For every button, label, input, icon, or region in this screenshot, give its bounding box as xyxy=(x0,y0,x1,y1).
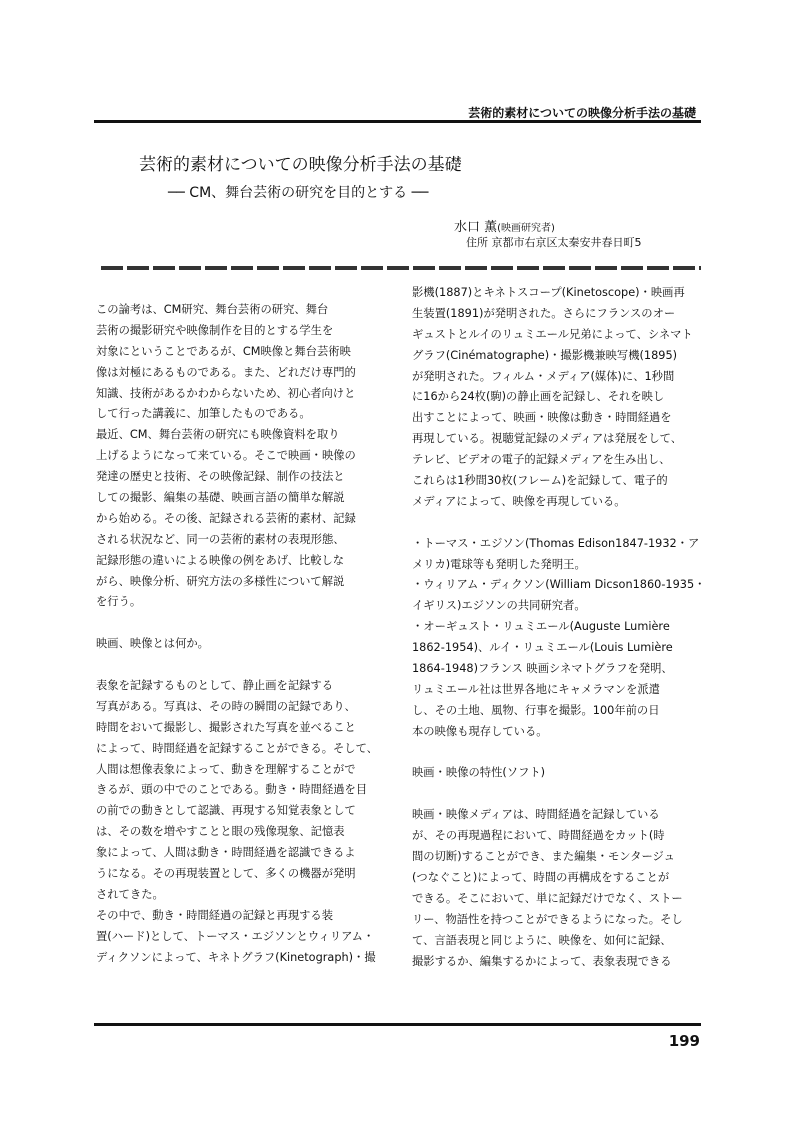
left-column-line: ディクソンによって、キネトグラフ(Kinetograph)・撮 xyxy=(96,950,376,964)
right-column-line: グラフ(Cinématographe)・撮影機兼映写機(1895) xyxy=(412,348,678,362)
left-column-line: 象によって、人間は動き・時間経過を認識できるよ xyxy=(96,846,356,860)
left-column-line: その中で、動き・時間経過の記録と再現する装 xyxy=(96,908,334,922)
right-column-line: リュミエール社は世界各地にキャメラマンを派遣 xyxy=(412,682,660,696)
left-column-line: 知識、技術があるかわからないため、初心者向けと xyxy=(96,386,356,400)
right-column-line: リー、物語性を持つことができるようになった。そし xyxy=(412,912,683,926)
right-column-line: イギリス)エジソンの共同研究者。 xyxy=(412,599,586,613)
footer-rule xyxy=(94,1023,701,1026)
article-subtitle: ── CM、舞台芸術の研究を目的とする ── xyxy=(168,185,429,201)
right-column-line: これらは1秒間30枚(フレーム)を記録して、電子的 xyxy=(412,474,668,488)
right-column-line: 1862-1954)、ルイ・リュミエール(Louis Lumière xyxy=(412,641,673,655)
left-column-line: 記録形態の違いによる映像の例をあげ、比較しな xyxy=(96,553,345,567)
right-column-line: メリカ)電球等も発明した発明王。 xyxy=(412,557,586,571)
left-column-line xyxy=(96,655,388,676)
right-column-line: 再現している。視聴覚記録のメディアは発展をして、 xyxy=(412,432,682,446)
right-column-line: 撮影するか、編集するかによって、表象表現できる xyxy=(412,954,672,968)
right-column-line: て、言語表現と同じように、映像を、如何に記録、 xyxy=(412,933,672,947)
right-column-line: ・トーマス・エジソン(Thomas Edison1847-1932・ア xyxy=(412,536,700,550)
right-column-line: 映画・映像メディアは、時間経過を記録している xyxy=(412,808,660,822)
author-address: 住所 京都市右京区太秦安井春日町5 xyxy=(466,236,642,249)
left-column-line: 芸術の撮影研究や映像制作を目的とする学生を xyxy=(96,323,334,337)
right-column-line: ・オーギュスト・リュミエール(Auguste Lumière xyxy=(412,620,670,634)
left-column-line: される状況など、同一の芸術的素材の表現形態、 xyxy=(96,532,345,546)
left-column-line: によって、時間経過を記録することができる。そして、 xyxy=(96,741,378,755)
section-divider xyxy=(101,266,701,270)
author-name: 水口 薫 xyxy=(454,220,498,235)
left-column-line: 時間をおいて撮影し、撮影された写真を並べること xyxy=(96,720,356,734)
left-column-line: うになる。その再現装置として、多くの機器が発明 xyxy=(96,867,356,881)
left-column-line: 置(ハード)として、トーマス・エジソンとウィリアム・ xyxy=(96,929,375,943)
left-column-line: は、その数を増やすことと眼の残像現象、記憶表 xyxy=(96,825,345,839)
right-column-line xyxy=(412,513,712,534)
left-column-line: きるが、頭の中でのことである。動き・時間経過を目 xyxy=(96,783,368,797)
header-rule xyxy=(94,120,701,123)
running-head: 芸術的素材についての映像分析手法の基礎 xyxy=(468,106,696,120)
article-title: 芸術的素材についての映像分析手法の基礎 xyxy=(139,155,462,175)
left-column-line: しての撮影、編集の基礎、映画言語の簡単な解説 xyxy=(96,491,345,505)
right-column-line: が、その再現過程において、時間経過をカット(時 xyxy=(412,829,665,843)
right-column-line: 影機(1887)とキネトスコープ(Kinetoscope)・映画再 xyxy=(412,286,685,299)
left-column-line: 写真がある。写真は、その時の瞬間の記録であり、 xyxy=(96,699,356,713)
left-column-line: して行った講義に、加筆したものである。 xyxy=(96,407,311,421)
right-column-line: 間の切断)することができ、また編集・モンタージュ xyxy=(412,850,675,864)
left-column xyxy=(96,300,388,969)
left-column-line: から始める。その後、記録される芸術的素材、記録 xyxy=(96,511,356,525)
right-column-line: できる。そこにおいて、単に記録だけでなく、ストー xyxy=(412,891,683,905)
left-column-line: 上げるようになって来ている。そこで映画・映像の xyxy=(96,449,356,463)
author-line xyxy=(454,216,555,235)
page-number: 199 xyxy=(668,1032,700,1050)
left-column-line xyxy=(96,613,388,634)
left-column-line: この論考は、CM研究、舞台芸術の研究、舞台 xyxy=(96,303,329,316)
right-column-line: 生装置(1891)が発明された。さらにフランスのオー xyxy=(412,306,676,320)
right-column xyxy=(412,283,712,972)
right-column-line: ・ウィリアム・ディクソン(William Dicson1860-1935・ xyxy=(412,578,706,592)
right-column-line: メディアによって、映像を再現している。 xyxy=(412,494,626,508)
left-column-line: の前での動きとして認識、再現する知覚表象として xyxy=(96,804,356,818)
right-column-line xyxy=(412,784,712,805)
left-column-line: がら、映像分析、研究方法の多様性について解説 xyxy=(96,574,345,588)
left-column-line: 像は対極にあるものである。また、どれだけ専門的 xyxy=(96,365,356,379)
left-column-line: 表象を記録するものとして、静止画を記録する xyxy=(96,679,334,693)
right-column-line: 本の映像も現存している。 xyxy=(412,724,548,738)
right-column-line: (つなぐこと)によって、時間の再構成をすることが xyxy=(412,870,670,884)
left-column-line: されてきた。 xyxy=(96,887,164,901)
right-column-line xyxy=(412,743,712,764)
right-column-line: 出すことによって、映画・映像は動き・時間経過を xyxy=(412,411,672,425)
left-column-line: 対象にということであるが、CM映像と舞台芸術映 xyxy=(96,344,351,358)
right-column-line: ギュストとルイのリュミエール兄弟によって、シネマト xyxy=(412,327,693,341)
right-column-line: に16から24枚(駒)の静止画を記録し、それを映し xyxy=(412,390,665,404)
right-column-line: 映画・映像の特性(ソフト) xyxy=(412,766,546,780)
left-column-line: 最近、CM、舞台芸術の研究にも映像資料を取り xyxy=(96,428,340,442)
author-affiliation: (映画研究者) xyxy=(497,223,555,234)
left-column-line: 映画、映像とは何か。 xyxy=(96,637,209,651)
left-column-line: を行う。 xyxy=(96,595,142,609)
left-column-line: 発達の歴史と技術、その映像記録、制作の技法と xyxy=(96,470,345,484)
right-column-line: 1864-1948)フランス 映画シネマトグラフを発明、 xyxy=(412,662,673,676)
right-column-line: テレビ、ビデオの電子的記録メディアを生み出し、 xyxy=(412,453,671,467)
right-column-line: が発明された。フィルム・メディア(媒体)に、1秒間 xyxy=(412,369,675,383)
right-column-line: し、その土地、風物、行事を撮影。100年前の日 xyxy=(412,703,660,717)
left-column-line: 人間は想像表象によって、動きを理解することがで xyxy=(96,762,356,776)
